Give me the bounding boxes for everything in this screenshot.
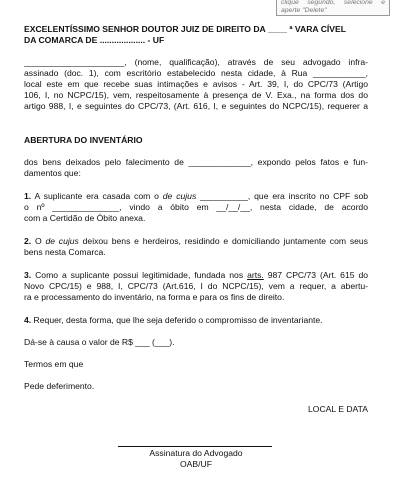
item-italic-term: de cujus bbox=[162, 191, 197, 201]
pede-deferimento: Pede deferimento. bbox=[24, 381, 95, 391]
item-number: 2. bbox=[24, 236, 32, 246]
item-1-line: com a Certidão de Óbito anexa. bbox=[24, 213, 146, 223]
item-2-line: bens nesta Comarca. bbox=[24, 247, 106, 257]
bens-line: damentos que: bbox=[24, 168, 81, 178]
termos-em-que: Termos em que bbox=[24, 359, 84, 369]
signature-line bbox=[118, 446, 272, 447]
item-text: Como a suplicante possui legitimidade, fundada nos bbox=[31, 270, 248, 280]
signature-oab: OAB/UF bbox=[180, 459, 212, 469]
bens-line: dos bens deixados pelo falecimento de _____________, expondo pelos fatos e fun- bbox=[24, 157, 368, 167]
item-number: 1. bbox=[24, 191, 32, 201]
item-1-line: o nº ______________, vindo a óbito em __/__/__, nesta cidade, de acordo bbox=[24, 202, 368, 212]
valor-causa: Dá-se à causa o valor de R$ ___ (___). bbox=[24, 337, 175, 347]
item-italic-term: de cujus bbox=[45, 236, 79, 246]
intro-line: 106, I, no NCPC/15), vem, respeitosamente à presença de V. Exa., na forma dos do bbox=[24, 90, 368, 100]
intro-line: assinado (doc. 1), com escritório estabelecido nesta cidade, à Rua ___________, bbox=[24, 68, 368, 78]
item-3-line: ra e processamento do inventário, na forma e para os fins de direito. bbox=[24, 292, 285, 302]
item-3-line: Novo CPC/15) e 988, I, CPC/73 (Art.616, I do NCPC/15), vem a requer, a abertu- bbox=[24, 281, 368, 291]
intro-line: artigo 988, I, e seguintes do CPC/73, (Art. 616, I, e seguintes do NCPC/15), requerer a bbox=[24, 101, 368, 111]
header-line-2: DA COMARCA DE ................... - UF bbox=[24, 35, 165, 45]
item-number: 4. bbox=[24, 315, 32, 325]
header-line-1: EXCELENTÍSSIMO SENHOR DOUTOR JUIZ DE DIREITO DA ____ ª VARA CÍVEL bbox=[24, 24, 346, 34]
item-text: 987 CPC/73 (Art. 615 do bbox=[263, 270, 368, 280]
item-underlined-term: arts. bbox=[247, 270, 264, 280]
intro-line: _____________________, (nome, qualificação), através de seu advogado infra- bbox=[24, 57, 368, 67]
item-number: 3. bbox=[24, 270, 32, 280]
item-text: A suplicante era casada com o bbox=[31, 191, 163, 201]
item-2-line bbox=[24, 236, 368, 247]
item-4-line bbox=[24, 315, 368, 326]
local-e-data: LOCAL E DATA bbox=[307, 404, 368, 414]
item-text: O bbox=[31, 236, 46, 246]
intro-line: local este em que recebe suas intimações e avisos - Art. 39, I, do CPC/73 (Artigo bbox=[24, 79, 368, 89]
item-text: __________, que era inscrito no CPF sob bbox=[196, 191, 368, 201]
section-title: ABERTURA DO INVENTÁRIO bbox=[24, 135, 143, 145]
instruction-note: clique segundo, selecione e aperte "Delete" bbox=[276, 0, 390, 16]
item-1-line bbox=[24, 191, 368, 202]
item-text: deixou bens e herdeiros, residindo e domiciliando juntamente com seus bbox=[78, 236, 368, 246]
item-text: Requer, desta forma, que lhe seja deferido o compromisso de inventariante. bbox=[31, 315, 323, 325]
signature-name: Assinatura do Advogado bbox=[149, 448, 243, 458]
item-3-line bbox=[24, 270, 368, 281]
